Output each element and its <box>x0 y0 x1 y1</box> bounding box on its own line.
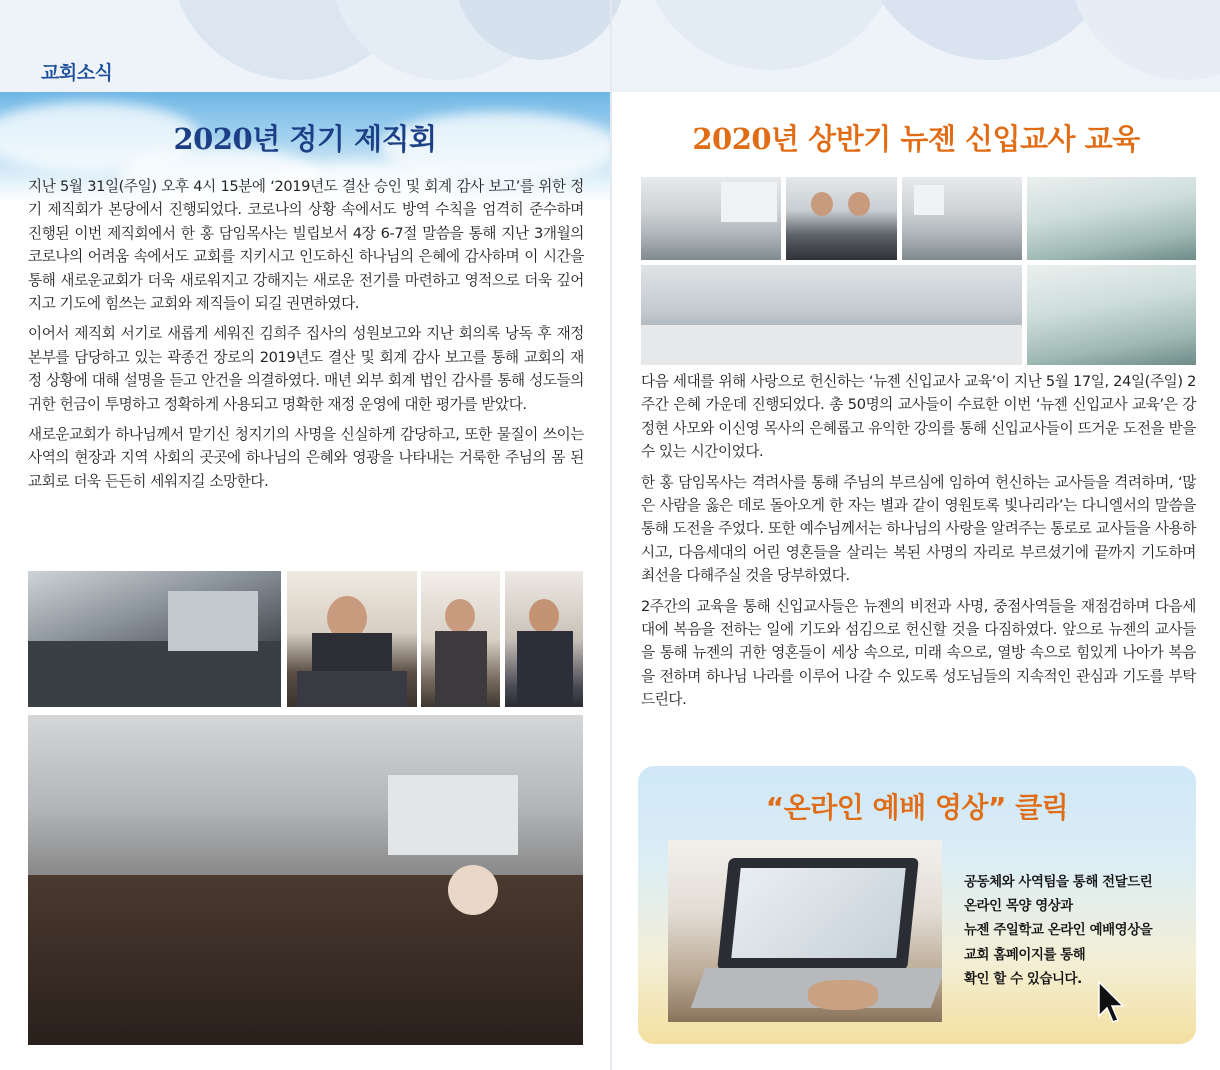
promo-description <box>964 871 1194 992</box>
speaker-photo <box>287 571 417 707</box>
promo-line: 교회 홈페이지를 통해 <box>964 947 1086 963</box>
education-photo <box>641 177 781 260</box>
left-paragraph: 새로운교회가 하나님께서 맡기신 청지기의 사명을 신실하게 감당하고, 또한 물질이 쓰이는 사역의 현장과 지역 사회의 곳곳에 하나님의 은혜와 영광을 나타내는 거룩한 주님의 몸 된 교회로 더욱 든든히 세워지길 소망한다. <box>28 426 584 490</box>
promo-line: 확인 할 수 있습니다. <box>964 971 1082 987</box>
promo-line: 온라인 목양 영상과 <box>964 899 1073 915</box>
right-paragraph: 한 홍 담임목사는 격려사를 통해 주님의 부르심에 임하여 헌신하는 교사들을 격려하며, ‘많은 사람을 옳은 데로 돌아오게 한 자는 별과 같이 영원토록 빛나리라’는 다니엘서의 말씀을 통해 도전을 주었다. 또한 예수님께서는 하나님의 사랑을 알려주는 통로로 교사들을 사용하시고, 다음세대의 어린 영혼들을 살리는 복된 사명의 자리로 부르셨기에 끝까지 기도하며 최선을 다해주실 것을 당부하였다. <box>641 473 1196 585</box>
laptop-photo <box>668 840 942 1022</box>
right-paragraph: 2주간의 교육을 통해 신입교사들은 뉴젠의 비전과 사명, 중점사역들을 재점검하며 다음세대에 복음을 전하는 일에 기도와 섬김으로 헌신할 것을 다짐하였다. 앞으로 뉴젠의 교사들을 통해 뉴젠의 귀한 영혼들이 세상 속으로, 미래 속으로, 열방 속으로 힘있게 나아가 복음을 전하며 하나님 나라를 이루어 나갈 수 있도록 성도님들의 지속적인 관심과 기도를 부탁드린다. <box>641 597 1196 709</box>
speaker-photo <box>505 571 583 707</box>
mouse-pointer-icon[interactable] <box>1096 980 1126 1024</box>
education-photo <box>902 177 1022 260</box>
right-paragraph: 다음 세대를 위해 사랑으로 헌신하는 ‘뉴젠 신입교사 교육’이 지난 5월 17일, 24일(주일) 2주간 은혜 가운데 진행되었다. 총 50명의 교사들이 수료한 이번 ‘뉴젠 신입교사 교육’은 강정현 사모와 이신영 목사의 은혜롭고 유익한 강의를 통해 신입교사들이 뜨거운 도전을 받을 수 있는 시간이었다. <box>641 373 1196 461</box>
online-worship-promo[interactable] <box>638 766 1196 1044</box>
meeting-audience-photo <box>28 571 281 707</box>
education-photo <box>1027 265 1196 365</box>
speaker-photo <box>421 571 500 707</box>
left-article-body <box>28 175 584 500</box>
promo-line: 뉴젠 주일학교 온라인 예배영상을 <box>964 923 1153 939</box>
left-paragraph: 지난 5월 31일(주일) 오후 4시 15분에 ‘2019년도 결산 승인 및 회계 감사 보고’를 위한 정기 제직회가 본당에서 진행되었다. 코로나의 상황 속에서도 방역 수칙을 엄격히 준수하며 진행된 이번 제직회에서 한 홍 담임목사는 빌립보서 4장 6-7절 말씀을 통해 지난 3개월의 코로나의 어려움 속에서도 교회를 지키시고 인도하신 하나님의 은혜에 감사하며 이 시간을 통해 새로운교회가 더욱 새로워지고 강해지는 새로운 전기를 마련하고 영적으로 더욱 깊어지고 기도에 힘쓰는 교회와 제직들이 되길 권면하였다. <box>28 178 584 313</box>
column-divider <box>610 0 612 1070</box>
left-article-title: 2020년 정기 제직회 <box>173 122 437 156</box>
education-photo <box>1027 177 1196 260</box>
right-article-title: 2020년 상반기 뉴젠 신입교사 교육 <box>692 122 1140 156</box>
section-tag: 교회소식 <box>41 62 113 84</box>
education-photo <box>641 265 1022 365</box>
education-photo <box>786 177 897 260</box>
right-article-body <box>641 370 1196 719</box>
sanctuary-hall-photo <box>28 715 583 1045</box>
promo-title[interactable]: “온라인 예배 영상” 클릭 <box>765 791 1069 824</box>
left-paragraph: 이어서 제직회 서기로 새롭게 세워진 김희주 집사의 성원보고와 지난 회의록 낭독 후 재정본부를 담당하고 있는 곽종건 장로의 2019년도 결산 및 회계 감사 보고를 통해 교회의 재정 상황에 대해 설명을 듣고 안건을 의결하였다. 매년 외부 회계 법인 감사를 통해 성도들의 귀한 헌금이 투명하고 정확하게 사용되고 명확한 재정 운영에 대한 평가를 받았다. <box>28 325 584 413</box>
promo-line: 공동체와 사역팀을 통해 전달드린 <box>964 875 1153 890</box>
